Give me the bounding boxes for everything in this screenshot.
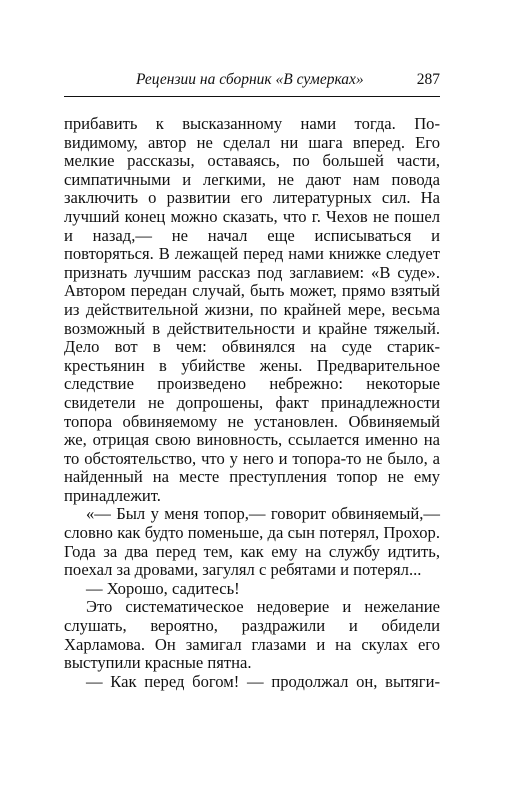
body-text	[64, 115, 440, 691]
page-number: 287	[416, 71, 440, 88]
running-head	[64, 70, 440, 92]
paragraph: прибавить к высказанному нами тогда. По-видимому, автор не сделал ни шага вперед. Его мелкие рассказы, оставаясь, по большей части, симпатичными и легкими, не дают нам повода заключить о развитии его литературных сил. На лучший конец можно сказать, что г. Чехов не пошел и назад,— не начал еще исписываться и повторяться. В лежащей перед нами книжке следует признать лучшим рассказ под заглавием: «В суде». Автором передан случай, быть может, прямо взятый из действительной жизни, по крайней мере, весьма возможный в действительности и крайне тяжелый. Дело вот в чем: обвинялся на суде старик-крестьянин в убийстве жены. Предварительное следствие произведено небрежно: некоторые свидетели не допрошены, факт принадлежности топора обвиняемому не установлен. Обвиняемый же, отрицая свою виновность, ссылается именно на то обстоятельство, что у него и топора-то не было, а найденный на месте преступления топор не ему принадлежит.	[64, 114, 440, 505]
running-title: Рецензии на сборник «В сумерках»	[136, 71, 364, 88]
header-rule	[64, 96, 440, 97]
paragraph: — Хорошо, садитесь!	[86, 578, 240, 598]
paragraph: «— Был у меня топор,— говорит обвиняемый,— словно как будто поменьше, да сын потерял, Прохор. Года за два перед тем, как ему на службу идтить, поехал за дровами, загулял с ребятами и потерял...	[64, 504, 440, 580]
paragraph: Это систематическое недоверие и нежелание слушать, вероятно, раздражили и обидели Харламова. Он замигал глазами и на скулах его выступили красные пятна.	[64, 597, 440, 673]
paragraph: — Как перед богом! — продолжал он, вытяги-	[86, 671, 440, 691]
